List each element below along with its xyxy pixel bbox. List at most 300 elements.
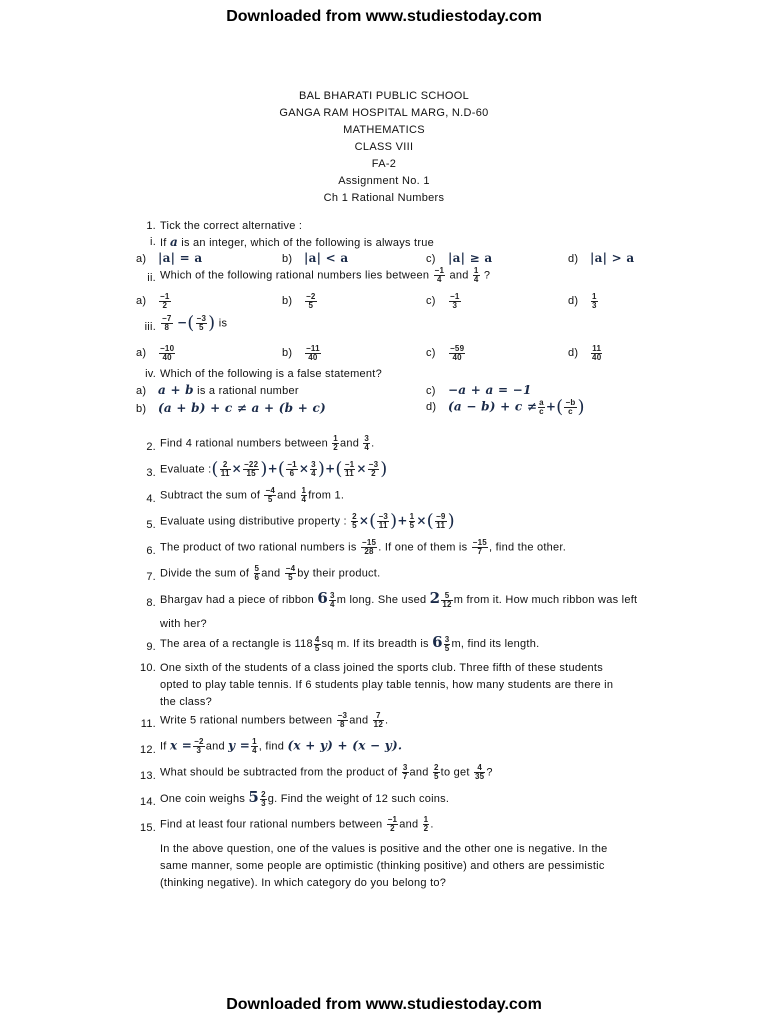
fraction [441, 592, 452, 609]
right-paren: ) [208, 312, 216, 334]
options-1-i [136, 251, 656, 267]
text-part: is an integer, which of the following is always true [181, 237, 434, 249]
question-14 [136, 790, 656, 816]
denominator: 2 [371, 469, 376, 478]
text-part: m from it. How much ribbon was left [453, 594, 638, 606]
denominator: 5 [352, 521, 357, 530]
option-b [282, 345, 322, 362]
question-15-note [136, 842, 656, 859]
numerator: −3 [337, 711, 348, 720]
options-1-iii [136, 341, 656, 367]
text-part: What should be subtracted from the product of [160, 766, 398, 779]
fraction [305, 345, 321, 362]
question-number: 14. [139, 796, 156, 808]
fraction [444, 636, 451, 653]
denominator: 7 [477, 547, 483, 556]
fraction [193, 738, 205, 755]
denominator: c [568, 407, 573, 416]
numerator: 1 [333, 434, 338, 443]
fraction [264, 487, 276, 504]
question-1-ii [136, 267, 656, 289]
denominator: 15 [246, 469, 256, 478]
mixed-whole: 2 [429, 589, 441, 607]
denominator: 11 [345, 469, 354, 478]
text-part: If [160, 237, 167, 249]
numerator: −1 [160, 292, 170, 301]
denominator: 12 [373, 720, 384, 729]
denominator: 2 [162, 301, 168, 310]
fraction [402, 764, 409, 781]
numerator: −2 [306, 292, 316, 301]
fraction [344, 461, 356, 478]
times-sign: × [231, 461, 242, 476]
denominator: 7 [402, 772, 408, 781]
text-part: . If one of them is [378, 541, 468, 554]
text-part: . [430, 818, 434, 831]
numerator: −10 [160, 344, 175, 353]
fraction [254, 565, 261, 582]
fraction [373, 712, 384, 729]
fraction [449, 345, 465, 362]
right-paren: ) [260, 458, 268, 480]
fraction [423, 816, 430, 833]
question-13 [136, 764, 656, 790]
question-number: 3. [146, 467, 156, 479]
fraction [251, 738, 258, 755]
question-text [160, 738, 402, 755]
sub-question-text [160, 312, 228, 334]
text-part: from 1. [308, 489, 345, 502]
question-text: opted to play table tennis. If 6 students play table tennis, how many students are there in [160, 679, 614, 691]
denominator: 3 [592, 301, 597, 310]
question-number: 2. [146, 441, 156, 453]
times-sign: × [358, 513, 370, 528]
right-paren: ) [317, 458, 326, 480]
denominator: 4 [436, 275, 442, 284]
numerator: 1 [473, 266, 479, 275]
option-a [136, 251, 202, 266]
fraction [351, 513, 358, 530]
question-number: 6. [146, 545, 156, 557]
denominator: 40 [592, 353, 602, 362]
question-number: 11. [140, 718, 156, 730]
option-label: a) [136, 253, 147, 265]
option-label: b) [282, 295, 293, 308]
question-5 [136, 510, 656, 539]
question-text [160, 635, 539, 653]
mixed-whole: 5 [248, 788, 260, 806]
mixed-whole: 6 [317, 589, 329, 607]
denominator: 6 [289, 469, 295, 478]
question-4 [136, 487, 656, 513]
text-part: The product of two rational numbers is [160, 541, 357, 554]
numerator: 4 [474, 764, 485, 773]
text-part: ? [486, 766, 493, 779]
mixed-whole: 6 [432, 633, 443, 651]
option-expression: |a| > a [590, 251, 635, 265]
numerator: −1 [387, 815, 398, 824]
fraction [159, 345, 175, 362]
option-label: c) [426, 295, 436, 308]
denominator: 12 [442, 599, 452, 609]
option-expression: |a| ≥ a [448, 251, 493, 265]
question-number: 4. [146, 493, 156, 505]
left-paren: ( [369, 510, 377, 532]
question-text: One sixth of the students of a class joined the sports club. Three fifth of these students [160, 662, 603, 674]
math-expression: x = [169, 738, 193, 753]
text-part: Write 5 rational numbers between [160, 714, 333, 727]
numerator: 2 [433, 763, 439, 772]
question-1-iv [136, 367, 656, 383]
document-header [0, 88, 768, 207]
numerator: −1 [344, 460, 355, 469]
question-15-note [136, 859, 656, 876]
denominator: 2 [333, 443, 338, 452]
option-expression: −a + a = −1 [448, 383, 532, 397]
right-paren: ) [390, 510, 398, 532]
option-a [136, 293, 172, 310]
text-part: Find 4 rational numbers between [160, 437, 328, 450]
numerator: −4 [265, 486, 276, 495]
option-label: a) [136, 295, 147, 308]
question-number: 8. [146, 597, 156, 609]
denominator: 4 [301, 495, 307, 504]
option-label: a) [136, 347, 147, 360]
question-text: the class? [160, 696, 213, 708]
question-3 [136, 458, 656, 487]
denominator: 5 [198, 323, 204, 332]
denominator: 5 [314, 643, 320, 653]
left-paren: ( [211, 458, 219, 480]
text-part: and [205, 740, 225, 753]
numerator: 3 [364, 434, 370, 443]
text-part: and [409, 766, 429, 779]
text-part: and [449, 269, 469, 282]
option-label: d) [568, 347, 579, 360]
numerator: −3 [196, 314, 207, 323]
sub-question-number: ii. [147, 272, 156, 284]
question-text [160, 712, 388, 729]
numerator: 1 [301, 486, 307, 495]
text-part: and [349, 714, 369, 727]
question-text [160, 487, 344, 504]
denominator: 2 [423, 824, 429, 833]
numerator: a [539, 398, 544, 407]
sub-question-number: iii. [144, 321, 156, 333]
numerator: −1 [287, 460, 297, 469]
plus-sign: + [325, 461, 336, 476]
question-number: 15. [139, 822, 156, 834]
plus-sign: + [267, 461, 278, 476]
option-label: b) [282, 347, 293, 360]
question-7 [136, 565, 656, 591]
denominator: 5 [267, 495, 273, 504]
question-text [160, 591, 637, 609]
math-variable: a [169, 235, 178, 249]
right-paren: ) [577, 396, 585, 418]
fraction [314, 636, 321, 653]
question-text [160, 510, 455, 532]
assessment-code: FA-2 [371, 158, 397, 170]
option-d [568, 293, 599, 310]
denominator: 5 [444, 643, 450, 653]
denominator: 3 [452, 301, 458, 310]
option-expression: |a| < a [304, 251, 349, 265]
numerator: 7 [373, 712, 384, 721]
denominator: 8 [340, 720, 345, 729]
text-part: Which of the following rational numbers lies between [160, 269, 430, 282]
denominator: 4 [311, 469, 316, 478]
question-8 [136, 591, 656, 617]
fraction [305, 293, 317, 310]
fraction [564, 399, 576, 416]
question-10 [136, 661, 656, 678]
question-8-cont [136, 617, 656, 635]
sub-question-number: iv. [145, 368, 156, 380]
question-number: 12. [139, 744, 156, 756]
question-text [160, 764, 493, 781]
numerator: 3 [402, 763, 408, 772]
question-text [160, 435, 374, 452]
text-part: g. Find the weight of 12 such coins. [267, 793, 450, 805]
option-b [282, 251, 348, 266]
denominator: 2 [390, 824, 395, 833]
text-part: Divide the sum of [160, 567, 250, 580]
options-1-ii [136, 289, 656, 315]
text-part: sq m. If its breadth is [321, 638, 429, 650]
times-sign: × [416, 513, 427, 528]
question-15 [136, 816, 656, 842]
text-part: m long. She used [336, 594, 427, 606]
option-expression: |a| = a [158, 251, 203, 265]
option-label: c) [426, 385, 436, 397]
option-b [136, 401, 326, 416]
option-expression: (a + b) + c ≠ a + (b + c) [158, 401, 326, 415]
denominator: 5 [409, 521, 415, 530]
fraction [474, 764, 485, 781]
denominator: 11 [436, 521, 446, 530]
right-paren: ) [380, 458, 388, 480]
option-c [426, 293, 462, 310]
chapter-title: Ch 1 Rational Numbers [323, 192, 445, 204]
fraction [196, 315, 208, 332]
question-2 [136, 435, 656, 461]
fraction [591, 293, 598, 310]
option-label: d) [568, 253, 579, 265]
question-number: 10. [139, 662, 156, 674]
denominator: 6 [254, 573, 260, 582]
fraction [473, 267, 480, 284]
text-part: , find [258, 740, 285, 753]
school-address: GANGA RAM HOSPITAL MARG, N.D-60 [279, 107, 489, 119]
question-11 [136, 712, 656, 738]
numerator: 1 [409, 512, 415, 521]
numerator: −3 [368, 460, 379, 469]
fraction [363, 435, 370, 452]
question-number: 9. [146, 641, 156, 653]
option-c [426, 383, 532, 398]
numerator: −b [565, 398, 576, 407]
text-part: to get [440, 766, 470, 779]
question-10-cont [136, 678, 656, 695]
denominator: 40 [308, 353, 318, 362]
fraction [538, 399, 545, 416]
denominator: 5 [288, 573, 293, 582]
plus-sign: + [545, 399, 557, 414]
numerator: −4 [285, 564, 296, 573]
left-paren: ( [426, 510, 434, 532]
question-number: 7. [146, 571, 156, 583]
numerator: 1 [592, 292, 597, 301]
option-a [136, 383, 299, 398]
option-text: is a rational number [197, 385, 299, 397]
fraction [285, 565, 297, 582]
math-expression: (x + y) + (x − y). [287, 738, 403, 753]
option-label: d) [568, 295, 579, 308]
text-part: and [399, 818, 419, 831]
numerator: 2 [261, 789, 266, 799]
denominator: 8 [164, 323, 170, 332]
numerator: 5 [254, 564, 260, 573]
numerator: −15 [472, 538, 487, 547]
question-10-cont [136, 695, 656, 712]
text-part: , find the other. [489, 541, 567, 554]
option-c [426, 345, 466, 362]
numerator: −3 [378, 512, 389, 521]
times-sign: × [356, 461, 367, 476]
denominator: 40 [452, 353, 462, 362]
fraction [591, 345, 602, 362]
text-part: . [385, 714, 389, 727]
question-list [136, 219, 656, 893]
text-part: Evaluate : [160, 463, 212, 476]
numerator: −9 [435, 512, 446, 521]
numerator: −1 [450, 292, 460, 301]
question-text [160, 565, 380, 582]
text-part: Find at least four rational numbers between [160, 818, 383, 831]
note-text: same manner, some people are optimistic (thinking positive) and others are pessimistic [160, 860, 605, 872]
denominator: 28 [364, 547, 374, 556]
fraction [161, 315, 173, 332]
question-9 [136, 635, 656, 661]
sub-question-text: Which of the following is a false statement? [160, 368, 382, 380]
denominator: 4 [473, 275, 479, 284]
numerator: 11 [592, 344, 602, 353]
numerator: 3 [330, 590, 335, 600]
numerator: 5 [441, 592, 452, 601]
numerator: 4 [314, 634, 320, 644]
question-12 [136, 738, 656, 764]
fraction [243, 461, 259, 478]
text-part: Bhargav had a piece of ribbon [160, 594, 315, 606]
question-text: with her? [160, 618, 207, 630]
numerator: −15 [361, 538, 377, 547]
denominator: 4 [330, 599, 335, 609]
class-name: CLASS VIII [354, 141, 414, 153]
left-paren: ( [556, 396, 564, 418]
question-text [160, 458, 388, 480]
question-text: Tick the correct alternative : [160, 220, 303, 232]
numerator: −1 [434, 266, 445, 275]
text-part: is [218, 317, 228, 330]
fraction [310, 461, 317, 478]
question-number: 13. [139, 770, 156, 782]
denominator: 11 [378, 521, 388, 530]
subject: MATHEMATICS [343, 124, 425, 136]
text-part: ? [483, 269, 491, 282]
left-paren: ( [187, 312, 195, 334]
sub-question-text [160, 235, 434, 250]
plus-sign: + [397, 513, 408, 528]
text-part: m, find its length. [451, 638, 540, 650]
fraction [472, 539, 488, 556]
text-part: . [371, 437, 375, 450]
fraction [409, 513, 416, 530]
question-1-iii [136, 312, 656, 341]
numerator: 2 [352, 512, 357, 521]
text-part: and [339, 437, 360, 450]
download-banner-bottom: Downloaded from www.studiestoday.com [226, 996, 542, 1013]
download-banner-top: Downloaded from www.studiestoday.com [226, 8, 542, 25]
numerator: 3 [444, 634, 450, 644]
question-number: 5. [146, 519, 156, 531]
text-part: If [160, 740, 167, 753]
sub-question-text [160, 267, 490, 284]
option-d [568, 345, 603, 362]
option-label: d) [426, 401, 437, 414]
times-sign: × [298, 461, 310, 476]
text-part: Evaluate using distributive property : [160, 515, 347, 528]
option-label: c) [426, 347, 436, 360]
question-1 [136, 219, 656, 235]
option-label: c) [426, 253, 436, 265]
numerator: −2 [194, 737, 204, 746]
denominator: 4 [252, 746, 257, 755]
text-part: One coin weighs [160, 793, 246, 805]
fraction [220, 461, 231, 478]
numerator: −11 [306, 344, 320, 353]
numerator: 1 [423, 815, 429, 824]
fraction [387, 816, 399, 833]
denominator: 3 [261, 798, 266, 808]
fraction [434, 267, 446, 284]
question-number: 1. [146, 220, 156, 232]
text-part: Subtract the sum of [160, 489, 261, 502]
fraction [435, 513, 447, 530]
option-label: b) [136, 403, 147, 415]
math-expression: y = [228, 738, 251, 753]
numerator: −59 [450, 344, 465, 353]
option-expression: a + b [158, 383, 194, 397]
option-expression: (a − b) + c ≠ [448, 399, 538, 414]
fraction [377, 513, 389, 530]
denominator: 5 [308, 301, 314, 310]
denominator: 5 [433, 772, 439, 781]
question-text [160, 539, 566, 556]
school-name: BAL BHARATI PUBLIC SCHOOL [298, 90, 470, 102]
left-paren: ( [277, 458, 286, 480]
assignment-title: Assignment No. 1 [338, 175, 430, 187]
question-text [160, 790, 449, 808]
fraction [361, 539, 377, 556]
fraction [449, 293, 461, 310]
left-paren: ( [335, 458, 343, 480]
text-part: and [277, 489, 297, 502]
fraction [332, 435, 339, 452]
fraction [260, 791, 267, 808]
denominator: 3 [196, 746, 202, 755]
denominator: 11 [220, 469, 230, 478]
